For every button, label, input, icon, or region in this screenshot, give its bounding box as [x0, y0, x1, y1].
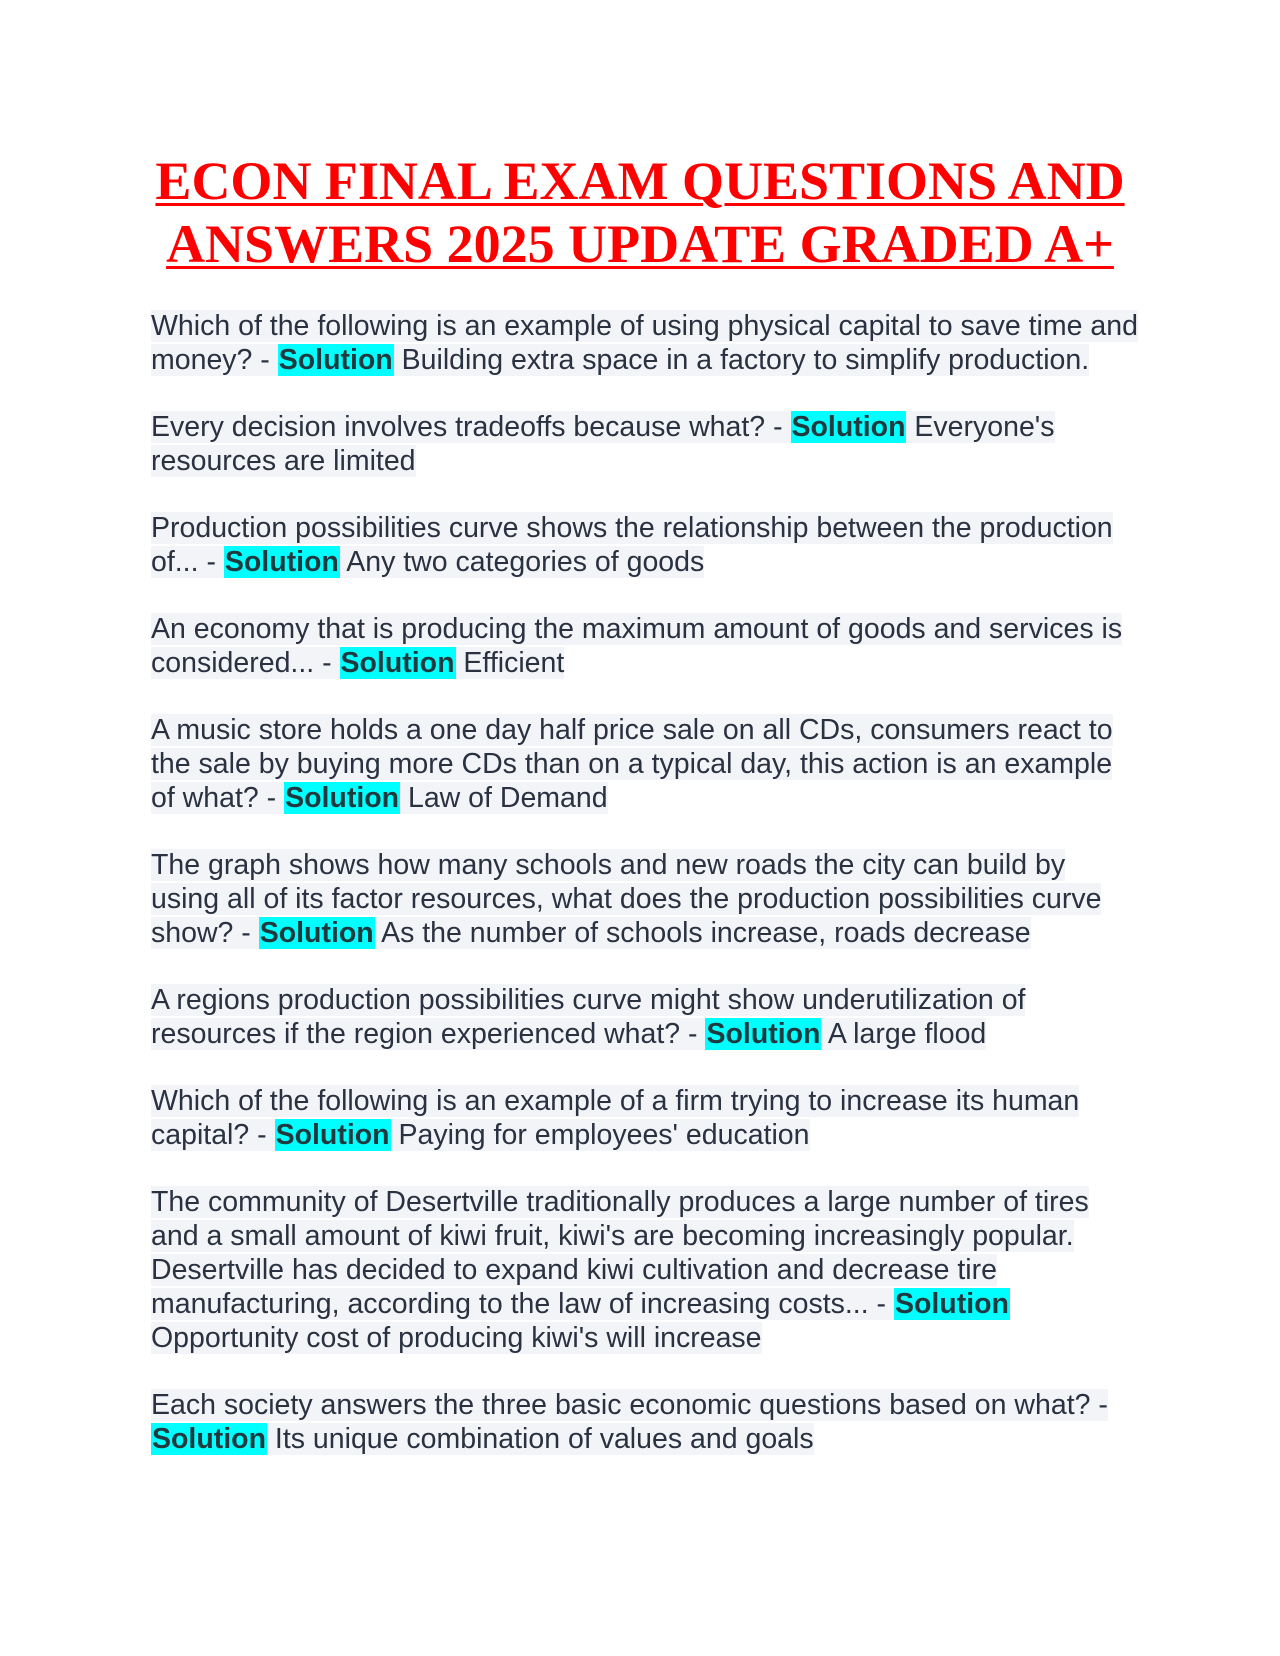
question-text: Production possibilities curve shows the relationship between the production of... - — [151, 512, 1113, 578]
question-text: Which of the following is an example of a firm trying to increase its human capital? - — [151, 1085, 1080, 1151]
qa-item-1 — [151, 309, 1141, 377]
qa-item-3 — [151, 511, 1141, 579]
solution-label: Solution — [278, 344, 393, 376]
document-title: ECON FINAL EXAM QUESTIONS AND ANSWERS 2025 UPDATE GRADED A+ — [155, 151, 1125, 274]
solution-label: Solution — [894, 1288, 1009, 1320]
qa-item-4 — [151, 612, 1141, 680]
solution-label: Solution — [791, 411, 906, 443]
question-text: Which of the following is an example of using physical capital to save time and money? - — [151, 310, 1138, 376]
solution-label: Solution — [275, 1119, 390, 1151]
answer-text: Building extra space in a factory to simplify production. — [401, 344, 1090, 376]
answer-text: Everyone's resources are limited — [151, 411, 1055, 477]
solution-label: Solution — [224, 546, 339, 578]
qa-list — [151, 309, 1141, 1489]
qa-item-7 — [151, 983, 1141, 1051]
answer-text: A large flood — [827, 1018, 987, 1050]
question-text: An economy that is producing the maximum amount of goods and services is considered... - — [151, 613, 1123, 679]
answer-text: Paying for employees' education — [398, 1119, 810, 1151]
answer-text: Its unique combination of values and goals — [274, 1423, 814, 1455]
qa-item-8 — [151, 1084, 1141, 1152]
question-text: The graph shows how many schools and new roads the city can build by using all of its factor resources, what does the production possibilities curve show? - — [151, 849, 1102, 949]
question-text: Each society answers the three basic economic questions based on what? - — [151, 1389, 1108, 1421]
qa-item-9 — [151, 1185, 1141, 1355]
qa-item-10 — [151, 1388, 1141, 1456]
qa-item-5 — [151, 713, 1141, 815]
qa-item-2 — [151, 410, 1141, 478]
answer-text: As the number of schools increase, roads decrease — [381, 917, 1031, 949]
question-text: A music store holds a one day half price sale on all CDs, consumers react to the sale by buying more CDs than on a typical day, this action is an example of what? - — [151, 714, 1113, 814]
solution-label: Solution — [259, 917, 374, 949]
solution-label: Solution — [152, 1423, 266, 1455]
solution-label: Solution — [340, 647, 455, 679]
question-text: The community of Desertville traditionally produces a large number of tires and a small amount of kiwi fruit, kiwi's are becoming increasingly popular. Desertville has decided to expand kiwi cultivation and decrease tire manufacturing, according to the law of increasing costs... - — [151, 1186, 1089, 1320]
answer-text: Opportunity cost of producing kiwi's will increase — [151, 1322, 762, 1354]
qa-item-6 — [151, 848, 1141, 950]
question-text: A regions production possibilities curve might show underutilization of resources if the region experienced what? - — [151, 984, 1026, 1050]
answer-text: Efficient — [463, 647, 565, 679]
answer-text: Law of Demand — [407, 782, 608, 814]
question-text: Every decision involves tradeoffs because what? - — [151, 411, 783, 443]
solution-label: Solution — [285, 782, 400, 814]
answer-text: Any two categories of goods — [346, 546, 705, 578]
solution-label: Solution — [706, 1018, 821, 1050]
